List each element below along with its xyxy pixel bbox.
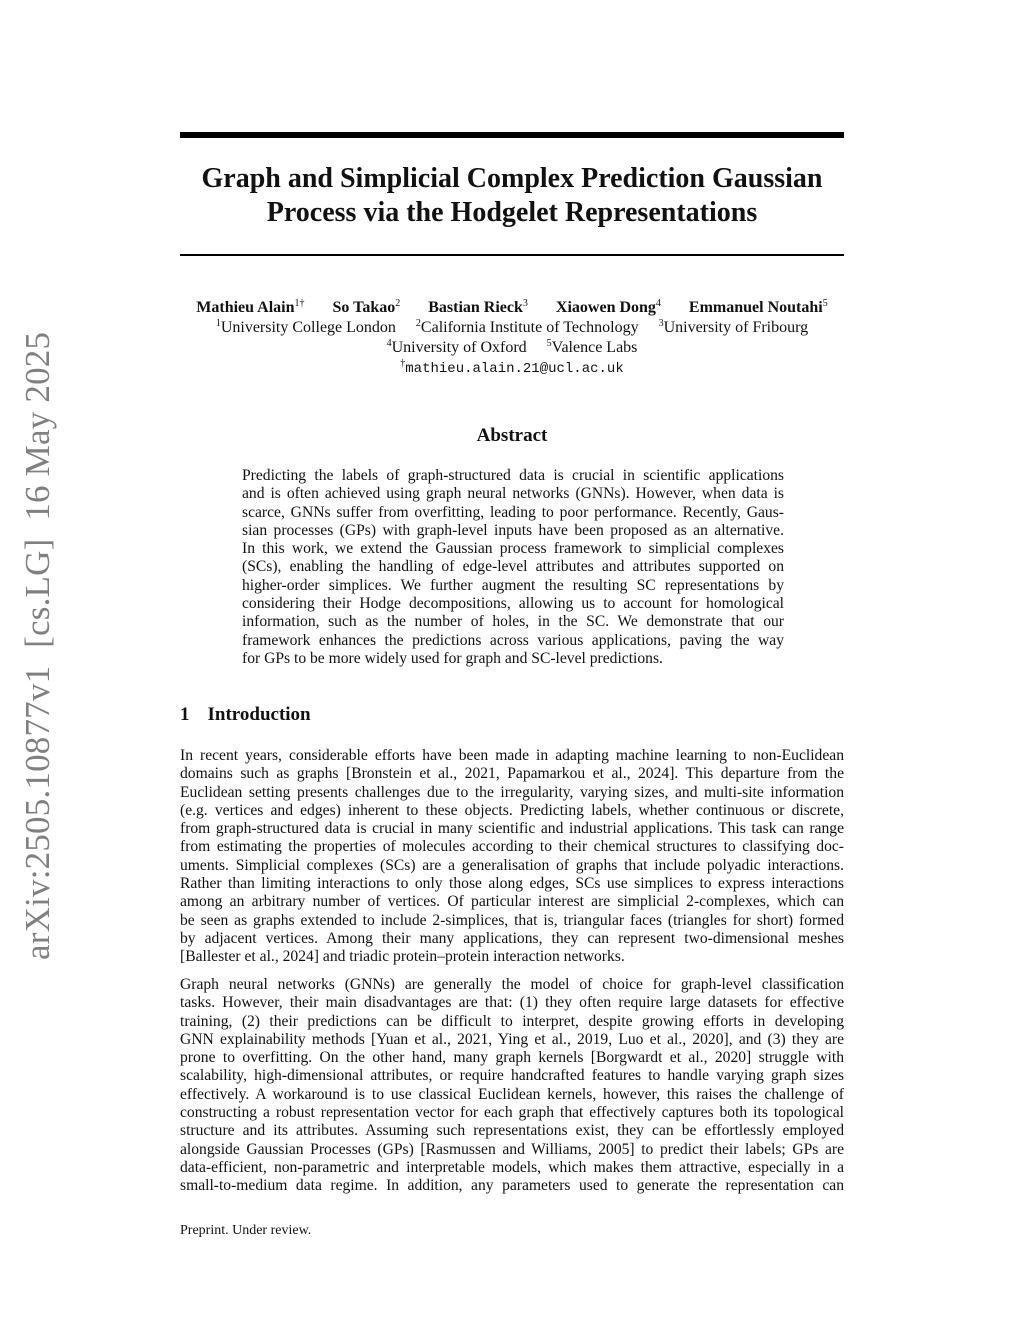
author-name: Emmanuel Noutahi$^5$ (688, 298, 828, 316)
text-line: data-efficient, non-parametric and interpretable models, which makes them attractive, especially in a (180, 1158, 844, 1176)
text-line: domains such as graphs [Bronstein et al., 2021, Papamarkou et al., 2024]. This departure from the (180, 765, 844, 783)
text-line: (SCs), enabling the handling of edge-level attributes and attributes supported on (242, 558, 784, 576)
paragraph (180, 976, 844, 1196)
text-line: In this work, we extend the Gaussian process framework to simplicial complexes (242, 540, 784, 558)
author-name: Mathieu Alain$^{1\dagger}$ (196, 298, 305, 316)
footer-note: Preprint. Under review. (180, 1223, 312, 1238)
text-line: structure and its attributes. Assuming such representations exist, they can be effortlessly employed (180, 1122, 844, 1140)
text-line: training, (2) their predictions can be difficult to interpret, despite growing efforts in developing (180, 1012, 844, 1030)
text-line: information, such as the number of holes, in the SC. We demonstrate that our (242, 613, 784, 631)
author-name: Xiaowen Dong$^4$ (555, 298, 661, 316)
text-line: higher-order simplices. We further augment the resulting SC representations by (242, 576, 784, 594)
text-line: Euclidean setting presents challenges due to the irregularity, varying sizes, and multi-site information (180, 783, 844, 801)
affiliation-list (180, 318, 844, 338)
affiliation: $^4$University of Oxford (386, 338, 527, 356)
text-line: effectively. A workaround is to use classical Euclidean kernels, however, this raises the challenge of (180, 1085, 844, 1103)
text-line: Predicting the labels of graph-structured data is crucial in scientific applications (242, 467, 784, 484)
paper-title (180, 162, 844, 230)
affiliation: $^2$California Institute of Technology (415, 318, 639, 336)
arxiv-identifier-stamp: arXiv:2505.10877v1 [cs.LG] 16 May 2025 (18, 331, 57, 960)
text-line: sian processes (GPs) with graph-level inputs have been proposed as an alternative. (242, 521, 784, 539)
text-line: framework enhances the predictions across various applications, paving the way (242, 631, 784, 649)
text-line: GNN explainability methods [Yuan et al., 2021, Ying et al., 2019, Luo et al., 2020], and (3) they are (180, 1030, 844, 1048)
text-line: tasks. However, their main disadvantages are that: (1) they often require large datasets for effective (180, 994, 844, 1012)
abstract-text (242, 467, 784, 668)
text-line: scalability, high-dimensional attributes, or require handcrafted features to handle varying graph sizes (180, 1067, 844, 1085)
section-heading-introduction (180, 704, 311, 726)
text-line: from estimating the properties of molecules according to their chemical structures to classifying doc- (180, 838, 844, 856)
affiliation: $^1$University College London (215, 318, 396, 336)
affiliation: $^3$University of Fribourg (658, 318, 809, 336)
affiliation: $^5$Valence Labs (546, 338, 638, 356)
title-line: Process via the Hodgelet Representations (266, 197, 758, 228)
paragraph (180, 747, 844, 967)
author-name: Bastian Rieck$^3$ (428, 298, 528, 316)
title-top-rule (180, 132, 844, 138)
text-line: from graph-structured data is crucial in many scientific and industrial applications. This task can range (180, 820, 844, 838)
text-line: considering their Hodge decompositions, allowing us to account for homological (242, 595, 784, 613)
title-line: Graph and Simplicial Complex Prediction Gaussian (201, 163, 823, 194)
abstract-heading: Abstract (476, 425, 548, 446)
author-list (180, 298, 844, 318)
text-line: alongside Gaussian Processes (GPs) [Rasmussen and Williams, 2005] to predict their labels; GPs are (180, 1140, 844, 1158)
text-line: and is often achieved using graph neural networks (GNNs). However, when data is (242, 485, 784, 503)
author-name: So Takao$^2$ (332, 298, 401, 316)
section-number: 1 (180, 704, 190, 725)
text-line: for GPs to be more widely used for graph and SC-level predictions. (242, 649, 663, 667)
text-line: [Ballester et al., 2024] and triadic protein–protein interaction networks. (180, 948, 625, 966)
text-line: Graph neural networks (GNNs) are generally the model of choice for graph-level classification (180, 976, 844, 993)
text-line: In recent years, considerable efforts have been made in adapting machine learning to non-Euclidean (180, 747, 844, 764)
section-title: Introduction (207, 704, 311, 725)
author-block (180, 298, 844, 379)
title-bottom-rule (180, 254, 844, 256)
contact-email[interactable]: †mathieu.alain.21@ucl.ac.uk (400, 358, 624, 377)
affiliation-list (180, 338, 844, 358)
text-line: constructing a robust representation vector for each graph that effectively captures both its topological (180, 1104, 844, 1122)
text-line: (e.g. vertices and edges) inherent to these objects. Predicting labels, whether continuous or discrete, (180, 801, 844, 819)
text-line: Rather than limiting interactions to only those along edges, SCs use simplices to express interactions (180, 875, 844, 893)
text-line: prone to overfitting. On the other hand, many graph kernels [Borgwardt et al., 2020] struggle with (180, 1049, 844, 1067)
text-line: among an arbitrary number of vertices. Of particular interest are simplicial 2-complexes, which can (180, 893, 844, 911)
text-line: be seen as graphs extended to include 2-simplices, that is, triangular faces (triangles for short) formed (180, 911, 844, 929)
text-line: by adjacent vertices. Among their many applications, they can represent two-dimensional meshes (180, 929, 844, 947)
text-line: small-to-medium data regime. In addition, any parameters used to generate the representation can (180, 1177, 844, 1195)
text-line: uments. Simplicial complexes (SCs) are a generalisation of graphs that include polyadic interactions. (180, 856, 844, 874)
text-line: scarce, GNNs suffer from overfitting, leading to poor performance. Recently, Gaus- (242, 503, 784, 521)
